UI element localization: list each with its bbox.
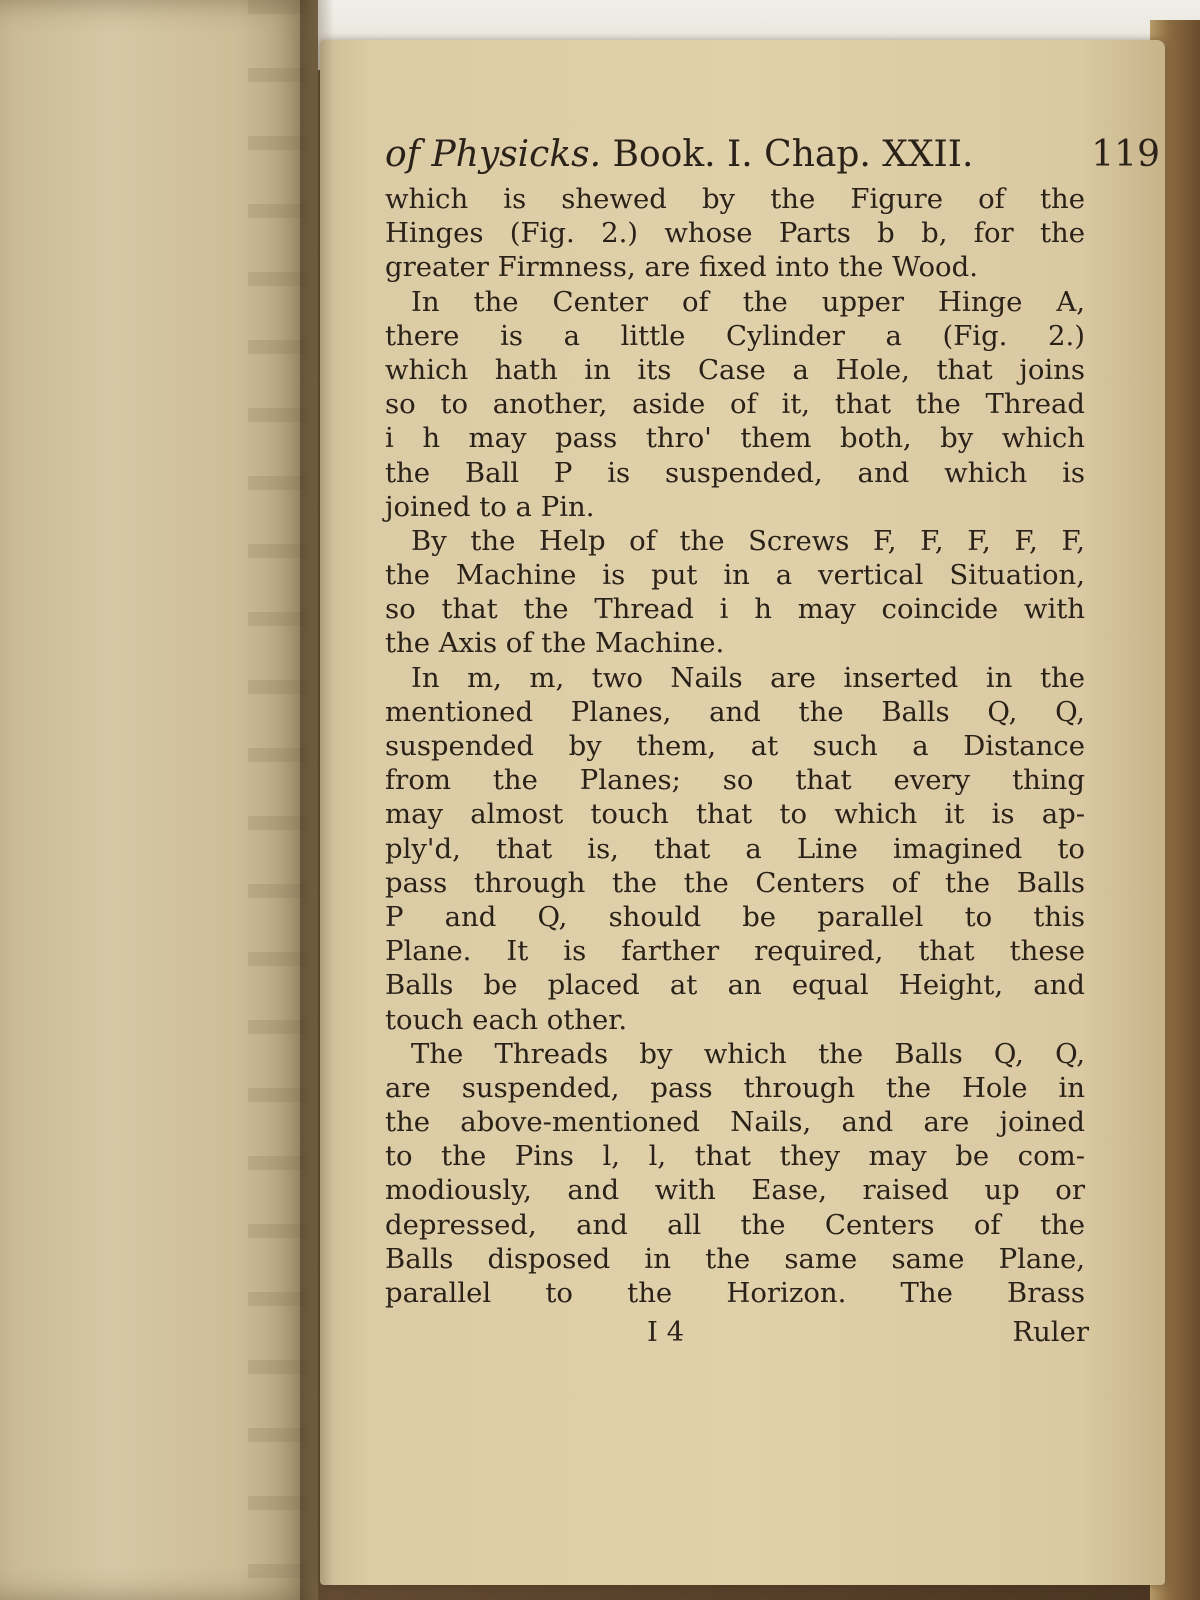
catchword: Ruler [1012,1316,1089,1349]
text-line: greater Firmness, are fixed into the Wood. [385,251,978,284]
text-line: Plane. It is farther required, that these [385,935,1085,968]
text-line: By the Help of the Screws F, F, F, F, F, [411,524,1085,557]
text-line: which hath in its Case a Hole, that joins [385,353,1085,386]
text-line: depressed, and all the Centers of the [385,1208,1085,1241]
text-line: there is a little Cylinder a (Fig. 2.) [385,319,1085,352]
text-line: Balls disposed in the same same Plane, [385,1242,1085,1275]
page-content [385,128,1160,1352]
text-line: The Threads by which the Balls Q, Q, [411,1037,1085,1070]
text-line: parallel to the Horizon. The Brass [385,1277,1085,1309]
text-line: the above-mentioned Nails, and are joined [385,1106,1085,1139]
text-line: the Ball P is suspended, and which is [385,456,1085,489]
page-footer [385,1312,1089,1352]
text-line: so that the Thread i h may coincide with [385,593,1085,626]
text-line: which is shewed by the Figure of the [385,183,1085,215]
book-gutter [300,0,334,1600]
running-head: of Physicks. [385,134,602,175]
text-line: are suspended, pass through the Hole in [385,1071,1085,1104]
text-line: P and Q, should be parallel to this [385,900,1085,933]
text-line: i h may pass thro' them both, by which [385,422,1085,455]
text-line: suspended by them, at such a Distance [385,730,1085,762]
text-line: pass through the the Centers of the Balls [385,866,1085,899]
bleed-through-text [248,0,308,1600]
text-line: may almost touch that to which it is ap- [385,798,1085,831]
page-number: 119 [1091,134,1160,175]
text-line: touch each other. [385,1003,628,1036]
text-line: joined to a Pin. [385,490,595,523]
text-line: so to another, aside of it, that the Thread [385,388,1085,421]
signature-mark: I 4 [647,1316,685,1349]
left-facing-page [0,0,318,1600]
text-line: ply'd, that is, that a Line imagined to [385,832,1085,865]
text-line: Balls be placed at an equal Height, and [385,969,1085,1002]
text-line: In m, m, two Nails are inserted in the [411,661,1085,694]
body-text [385,182,1085,1310]
text-line: mentioned Planes, and the Balls Q, Q, [385,695,1085,728]
text-line: In the Center of the upper Hinge A, [411,285,1085,318]
page-header [385,128,1160,182]
text-line: from the Planes; so that every thing [385,764,1085,797]
text-line: the Axis of the Machine. [385,627,725,660]
book-page [320,40,1165,1585]
chapter-title: Book. I. Chap. XXII. [612,134,974,175]
text-line: modiously, and with Ease, raised up or [385,1174,1085,1207]
text-line: Hinges (Fig. 2.) whose Parts b b, for the [385,217,1085,250]
text-line: to the Pins l, l, that they may be com- [385,1140,1085,1173]
text-line: the Machine is put in a vertical Situation, [385,559,1085,592]
